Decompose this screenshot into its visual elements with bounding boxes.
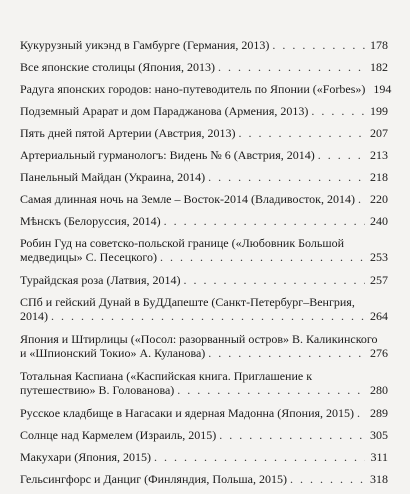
- toc-page-number: 305: [370, 428, 388, 442]
- leader-dots: [51, 309, 365, 323]
- leader-dots: [311, 104, 365, 118]
- toc-page-number: 264: [370, 309, 388, 323]
- toc-entry-title-line2: и «Шпионский Токио» А. Куланова): [20, 346, 206, 360]
- toc-page-number: 207: [370, 126, 388, 140]
- leader-dots: [183, 273, 365, 287]
- toc-entry-title: Кукурузный уикэнд в Гамбурге (Германия, 2013): [20, 38, 270, 52]
- leader-dots: [290, 472, 365, 486]
- toc-entry-title: Русское кладбище в Нагасаки и ядерная Мадонна (Япония, 2015): [20, 406, 355, 420]
- table-of-contents: [20, 38, 392, 494]
- toc-entry-title: Солнце над Кармелем (Израиль, 2015): [20, 428, 217, 442]
- toc-page-number: 289: [370, 406, 388, 420]
- toc-entry: [20, 332, 388, 360]
- toc-page-number: 213: [370, 148, 388, 162]
- toc-entry: [20, 104, 388, 118]
- toc-entry: [20, 472, 388, 486]
- toc-entry-title-line2: медведицы» С. Песецкого): [20, 250, 157, 264]
- toc-entry-title-line1: Япония и Штирлицы («Посол: разорванный остров» В. Каликинского: [20, 332, 378, 346]
- toc-entry-title-line2: 2014): [20, 309, 48, 323]
- toc-page-number: 240: [370, 214, 388, 228]
- toc-entry-title-line1: Робин Гуд на советско-польской границе («Любовник Большой: [20, 236, 345, 250]
- toc-page-number: 218: [370, 170, 388, 184]
- leader-dots: [272, 38, 365, 52]
- toc-entry-title: Макухари (Япония, 2015): [20, 450, 152, 464]
- toc-entry-title: Турайдская роза (Латвия, 2014): [20, 273, 181, 287]
- toc-page-number: 276: [370, 346, 388, 360]
- toc-entry: [20, 236, 388, 264]
- toc-page-number: 220: [370, 192, 388, 206]
- toc-entry: [20, 126, 388, 140]
- leader-dots: [358, 192, 365, 206]
- toc-entry: [20, 273, 388, 287]
- toc-page-number: 253: [370, 250, 388, 264]
- toc-entry: [20, 450, 388, 464]
- leader-dots: [208, 170, 365, 184]
- toc-entry: [20, 82, 392, 96]
- toc-entry: [20, 295, 388, 323]
- toc-entry-title-line1: Тотальная Каспиана («Каспийская книга. Приглашение к: [20, 369, 313, 383]
- leader-dots: [318, 148, 365, 162]
- toc-page-number: 178: [370, 38, 388, 52]
- leader-dots: [218, 60, 365, 74]
- toc-entry-title: Панельный Майдан (Украина, 2014): [20, 170, 206, 184]
- toc-entry-title: Мѣнскъ (Белоруссия, 2014): [20, 214, 161, 228]
- leader-dots: [164, 214, 365, 228]
- toc-entry: [20, 148, 388, 162]
- toc-page-number: 257: [370, 273, 388, 287]
- leader-dots: [357, 406, 365, 420]
- toc-entry-title: Самая длинная ночь на Земле – Восток-2014 (Владивосток, 2014): [20, 192, 356, 206]
- leader-dots: [177, 383, 365, 397]
- toc-entry-title: Пять дней пятой Артерии (Австрия, 2013): [20, 126, 236, 140]
- toc-entry-title-line2: путешествию» В. Голованова): [20, 383, 175, 397]
- toc-entry-title-line1: СПб и гейский Дунай в БуДДапеште (Санкт-Петербург–Венгрия,: [20, 295, 355, 309]
- toc-page-number: 182: [370, 60, 388, 74]
- leader-dots: [238, 126, 365, 140]
- toc-entry-title: Артериальный гурманологъ: Видень № 6 (Австрия, 2014): [20, 148, 315, 162]
- toc-entry-title: Гельсингфорс и Данциг (Финляндия, Польша, 2015): [20, 472, 287, 486]
- toc-page-number: 199: [370, 104, 388, 118]
- toc-entry: [20, 60, 388, 74]
- toc-entry: [20, 192, 388, 206]
- toc-entry-title: Все японские столицы (Япония, 2013): [20, 60, 215, 74]
- toc-entry: [20, 369, 388, 397]
- toc-page-number: 280: [370, 383, 388, 397]
- toc-page-number: 318: [370, 472, 388, 486]
- toc-entry-title: Подземный Арарат и дом Параджанова (Армения, 2013): [20, 104, 309, 118]
- toc-entry: [20, 428, 388, 442]
- toc-entry: [20, 170, 388, 184]
- leader-dots: [160, 250, 365, 264]
- leader-dots: [208, 346, 365, 360]
- leader-dots: [154, 450, 365, 464]
- toc-entry: [20, 214, 388, 228]
- toc-entry: [20, 38, 388, 52]
- toc-entry-title: Радуга японских городов: нано-путеводитель по Японии («Forbes»): [20, 82, 366, 96]
- toc-entry: [20, 406, 388, 420]
- leader-dots: [219, 428, 365, 442]
- toc-page-number: 194: [373, 82, 392, 96]
- toc-page-number: 311: [370, 450, 388, 464]
